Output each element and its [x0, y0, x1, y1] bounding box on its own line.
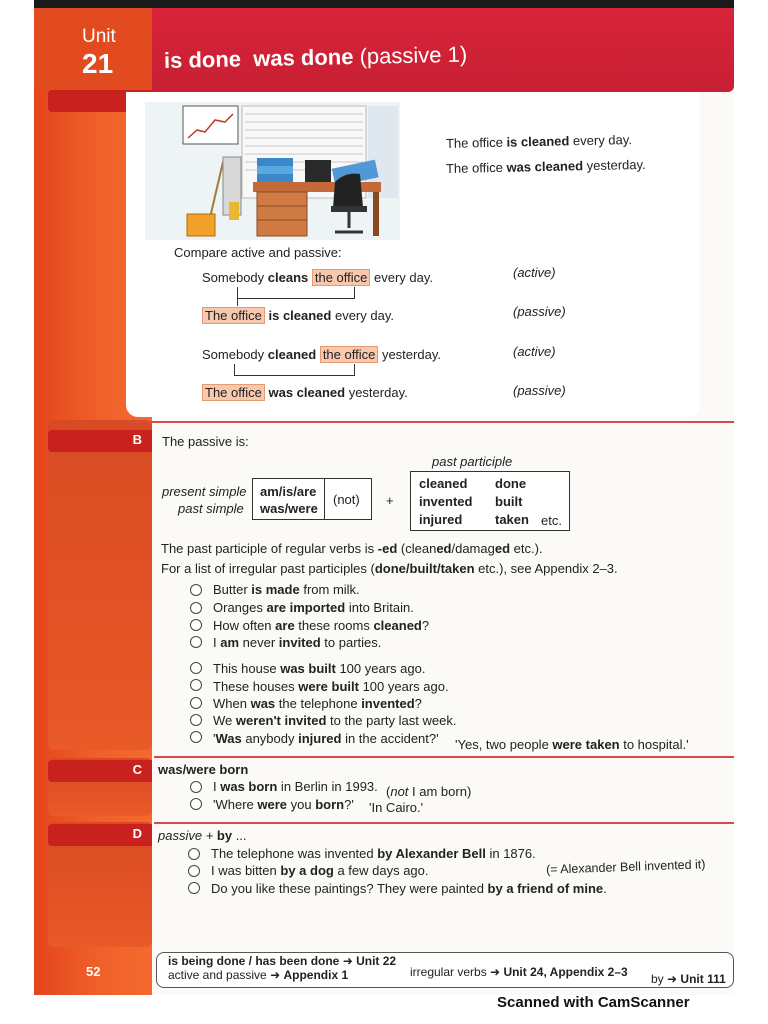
example-d3: Do you like these paintings? They were painted by a friend of mine. — [211, 881, 607, 896]
section-tab-d: D — [48, 824, 152, 846]
label-past-simple: past simple — [178, 501, 244, 516]
pp-done: done — [495, 476, 527, 491]
bullet-circle — [190, 697, 202, 709]
caption-past: The office was cleaned yesterday. — [445, 156, 646, 177]
active-row-2: Somebody cleaned the office yesterday. — [202, 347, 441, 362]
tag-passive-2: (passive) — [513, 383, 566, 398]
pp-invented: invented — [419, 494, 473, 509]
footer-link-2: active and passive ➜ Appendix 1 — [168, 968, 349, 982]
irregular-rule: For a list of irregular past participles (done/built/taken etc.), see Appendix 2–3. — [161, 561, 618, 576]
section-tab-b: B — [48, 430, 152, 452]
pp-injured: injured — [419, 512, 463, 527]
aux-past: was/were — [260, 501, 318, 516]
bullet-circle — [190, 781, 202, 793]
bullet-circle — [190, 636, 202, 648]
example-c2-reply: 'In Cairo.' — [369, 800, 424, 815]
title-bar — [152, 8, 734, 92]
unit-label: Unit — [82, 26, 116, 47]
connector-2 — [234, 364, 355, 376]
section-d-heading: passive + by ... — [158, 828, 247, 843]
example-d1-note: (= Alexander Bell invented it) — [545, 857, 706, 877]
bullet-circle — [190, 662, 202, 674]
aux-table-divider — [324, 478, 325, 520]
footer-link-4: by ➜ Unit 111 — [651, 972, 726, 986]
bullet-circle — [188, 865, 200, 877]
example-b9: 'Was anybody injured in the accident?' — [213, 731, 439, 746]
footer-link-3: irregular verbs ➜ Unit 24, Appendix 2–3 — [410, 965, 628, 979]
bullet-circle — [188, 848, 200, 860]
example-b1: Butter is made from milk. — [213, 582, 360, 597]
pp-taken: taken — [495, 512, 529, 527]
bullet-circle — [188, 882, 200, 894]
compare-heading: Compare active and passive: — [174, 245, 342, 260]
aux-not: (not) — [333, 492, 360, 507]
unit-box — [34, 8, 152, 90]
office-illustration — [145, 102, 400, 240]
example-b3: How often are these rooms cleaned? — [213, 618, 430, 633]
scanner-watermark: Scanned with CamScanner — [497, 994, 690, 1011]
example-b9-reply: 'Yes, two people were taken to hospital.' — [455, 737, 689, 752]
unit-number: 21 — [82, 48, 114, 79]
bullet-circle — [190, 584, 202, 596]
section-b-strip — [48, 420, 152, 750]
example-b4: I am never invited to parties. — [213, 635, 382, 650]
example-d2: I was bitten by a dog a few days ago. — [211, 863, 429, 878]
tag-active-2: (active) — [513, 344, 556, 359]
example-c1-note: (not I am born) — [386, 784, 472, 799]
divider-c — [154, 756, 734, 758]
bullet-circle — [190, 679, 202, 691]
example-b2: Oranges are imported into Britain. — [213, 600, 414, 615]
pp-cleaned: cleaned — [419, 476, 468, 491]
bullet-circle — [190, 731, 202, 743]
footer-link-1: is being done / has been done ➜ Unit 22 — [168, 954, 397, 968]
example-c1: I was born in Berlin in 1993. — [213, 779, 378, 794]
bullet-circle — [190, 714, 202, 726]
pp-built: built — [495, 494, 523, 509]
bullet-circle — [190, 619, 202, 631]
section-tab-c: C — [48, 760, 152, 782]
regular-rule: The past participle of regular verbs is -ed (cleaned/damaged etc.). — [161, 541, 543, 556]
divider-d — [154, 822, 734, 824]
connector-1b — [237, 298, 238, 306]
example-b7: When was the telephone invented? — [213, 696, 422, 711]
passive-row-1: The office is cleaned every day. — [202, 308, 394, 323]
page-number: 52 — [86, 964, 101, 979]
section-c-heading: was/were born — [158, 762, 249, 777]
divider-b — [126, 421, 734, 423]
bullet-circle — [190, 602, 202, 614]
bullet-circle — [190, 798, 202, 810]
tag-active-1: (active) — [513, 265, 556, 280]
example-b5: This house was built 100 years ago. — [213, 661, 426, 676]
passive-intro: The passive is: — [162, 434, 249, 449]
caption-present: The office is cleaned every day. — [445, 132, 633, 151]
aux-present: am/is/are — [260, 484, 317, 499]
example-b8: We weren't invited to the party last week. — [213, 713, 457, 728]
passive-row-2: The office was cleaned yesterday. — [202, 385, 408, 400]
plus-sign: + — [386, 493, 394, 508]
example-c2: 'Where were you born?' — [213, 797, 354, 812]
example-d1: The telephone was invented by Alexander Bell in 1876. — [211, 846, 536, 861]
pp-label: past participle — [432, 454, 513, 469]
label-present-simple: present simple — [162, 484, 247, 499]
page-title: is done was done (passive 1) — [163, 41, 468, 73]
top-edge — [34, 0, 734, 8]
tag-passive-1: (passive) — [513, 304, 566, 319]
connector-1 — [237, 287, 355, 299]
active-row-1: Somebody cleans the office every day. — [202, 270, 434, 285]
pp-etc: etc. — [541, 513, 562, 528]
example-b6: These houses were built 100 years ago. — [213, 679, 449, 694]
